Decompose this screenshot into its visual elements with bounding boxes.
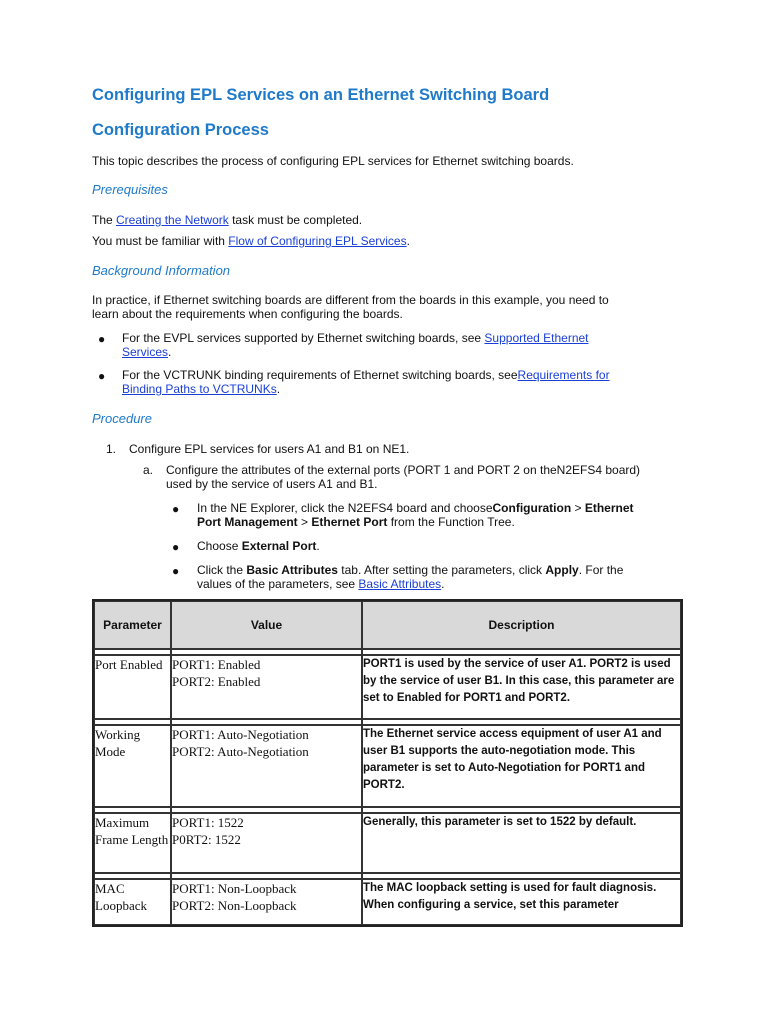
parameters-table bbox=[92, 599, 683, 927]
value-cell bbox=[171, 813, 362, 873]
value-cell bbox=[171, 879, 362, 925]
table-row bbox=[94, 655, 681, 719]
table-row bbox=[94, 879, 681, 925]
ethernet-menu-label: Ethernet bbox=[584, 501, 634, 515]
substep-2-pre: Choose bbox=[197, 539, 242, 553]
prereq-line-2-pre: You must be familiar with bbox=[92, 234, 229, 248]
bullet-1-end: . bbox=[168, 345, 172, 359]
value-port1: PORT1: 1522 bbox=[172, 815, 244, 830]
description-cell: PORT1 is used by the service of user A1. PORT2 is used by the service of user B1. In this case, this parameter are set to Enabled for PORT1 and PORT2. bbox=[362, 655, 681, 719]
description-cell: The MAC loopback setting is used for fault diagnosis. When configuring a service, set this parameter bbox=[362, 879, 681, 925]
port-management-menu-label: Port Management bbox=[197, 515, 298, 529]
supported-ethernet-services-link[interactable]: Services bbox=[122, 345, 169, 359]
prereq-line-1-post: task must be completed. bbox=[228, 213, 363, 227]
substep-3-line-2-pre: values of the parameters, see bbox=[197, 577, 359, 591]
basic-attributes-tab-label: Basic Attributes bbox=[246, 563, 338, 577]
flow-configuring-epl-link[interactable]: Flow of Configuring EPL Services bbox=[228, 234, 407, 248]
bullet-dot: ● bbox=[172, 540, 180, 554]
step-a-line-1: Configure the attributes of the external ports (PORT 1 and PORT 2 on theN2EFS4 board) bbox=[166, 463, 641, 477]
value-port2: P0RT2: 1522 bbox=[172, 832, 241, 847]
description-cell: Generally, this parameter is set to 1522 by default. bbox=[362, 813, 681, 873]
background-bullet-1-cont bbox=[122, 345, 171, 359]
substep-3-line-2-post: . bbox=[441, 577, 445, 591]
intro-text: This topic describes the process of configuring EPL services for Ethernet switching boards. bbox=[92, 154, 574, 168]
value-port2: PORT2: Non-Loopback bbox=[172, 898, 297, 913]
separator: > bbox=[297, 515, 312, 529]
table-row bbox=[94, 725, 681, 807]
header-value: Value bbox=[171, 601, 362, 649]
step-a-line-2: used by the service of users A1 and B1. bbox=[166, 477, 378, 491]
external-port-label: External Port bbox=[241, 539, 317, 553]
substep-2-post: . bbox=[316, 539, 320, 553]
bullet-2-text: For the VCTRUNK binding requirements of Ethernet switching boards, see bbox=[122, 368, 518, 382]
requirements-for-link[interactable]: Requirements for bbox=[517, 368, 610, 382]
supported-ethernet-link[interactable]: Supported Ethernet bbox=[484, 331, 589, 345]
substep-1-line-2 bbox=[197, 515, 515, 529]
prereq-line-1 bbox=[92, 213, 362, 227]
page-title: Configuring EPL Services on an Ethernet Switching Board bbox=[92, 86, 550, 104]
basic-attributes-link[interactable]: Basic Attributes bbox=[358, 577, 442, 591]
separator: > bbox=[571, 501, 585, 515]
prereq-line-2 bbox=[92, 234, 410, 248]
prereq-line-2-post: . bbox=[406, 234, 410, 248]
creating-network-link[interactable]: Creating the Network bbox=[116, 213, 229, 227]
binding-paths-vctrunks-link[interactable]: Binding Paths to VCTRUNKs bbox=[122, 382, 277, 396]
substep-3-mid: tab. After setting the parameters, click bbox=[337, 563, 546, 577]
substep-3-post: . For the bbox=[578, 563, 624, 577]
table-row bbox=[94, 813, 681, 873]
param-cell: Port Enabled bbox=[94, 655, 171, 719]
param-cell: Working Mode bbox=[94, 725, 171, 807]
bullet-dot: ● bbox=[172, 502, 180, 516]
substep-3-pre: Click the bbox=[197, 563, 247, 577]
value-cell bbox=[171, 655, 362, 719]
substep-1-post: from the Function Tree. bbox=[387, 515, 515, 529]
bullet-dot: ● bbox=[98, 332, 106, 346]
bullet-dot: ● bbox=[98, 369, 106, 383]
description-cell: The Ethernet service access equipment of user A1 and user B1 supports the auto-negotiation mode. This parameter is set to Auto-Negotiation for PORT1 and PORT2. bbox=[362, 725, 681, 807]
bullet-dot: ● bbox=[172, 564, 180, 578]
value-port1: PORT1: Auto-Negotiation bbox=[172, 727, 309, 742]
background-para-line-1: In practice, if Ethernet switching boards are different from the boards in this example, you need to bbox=[92, 293, 609, 307]
bullet-2-end: . bbox=[276, 382, 281, 396]
prerequisites-heading: Prerequisites bbox=[92, 182, 168, 197]
configuration-menu-label: Configuration bbox=[492, 501, 572, 515]
value-port1: PORT1: Non-Loopback bbox=[172, 881, 297, 896]
step-1-number: 1. bbox=[106, 442, 117, 456]
background-heading: Background Information bbox=[92, 263, 231, 278]
procedure-heading: Procedure bbox=[92, 411, 152, 426]
param-cell: MAC Loopback bbox=[94, 879, 171, 925]
value-port2: PORT2: Auto-Negotiation bbox=[172, 744, 309, 759]
substep-2 bbox=[197, 539, 320, 553]
substep-3-line-1 bbox=[197, 563, 623, 577]
background-bullet-1 bbox=[122, 331, 589, 345]
substep-1-line-1 bbox=[197, 501, 634, 515]
step-1-text: Configure EPL services for users A1 and B1 on NE1. bbox=[129, 442, 410, 456]
header-parameter: Parameter bbox=[94, 601, 171, 649]
param-cell: Maximum Frame Length bbox=[94, 813, 171, 873]
background-bullet-2-cont bbox=[122, 382, 280, 396]
header-description: Description bbox=[362, 601, 681, 649]
step-a-letter: a. bbox=[143, 463, 154, 477]
prereq-line-1-pre: The bbox=[92, 213, 117, 227]
substep-3-line-2 bbox=[197, 577, 444, 591]
ethernet-port-menu-label: Ethernet Port bbox=[311, 515, 388, 529]
value-cell bbox=[171, 725, 362, 807]
apply-label: Apply bbox=[545, 563, 579, 577]
section-title: Configuration Process bbox=[92, 121, 269, 139]
background-para-line-2: learn about the requirements when configuring the boards. bbox=[92, 307, 403, 321]
value-port1: PORT1: Enabled bbox=[172, 657, 261, 672]
value-port2: PORT2: Enabled bbox=[172, 674, 261, 689]
substep-1-pre: In the NE Explorer, click the N2EFS4 board and choose bbox=[197, 501, 493, 515]
bullet-1-text: For the EVPL services supported by Ethernet switching boards, see bbox=[122, 331, 485, 345]
background-bullet-2 bbox=[122, 368, 610, 382]
table-header-row bbox=[94, 601, 681, 649]
